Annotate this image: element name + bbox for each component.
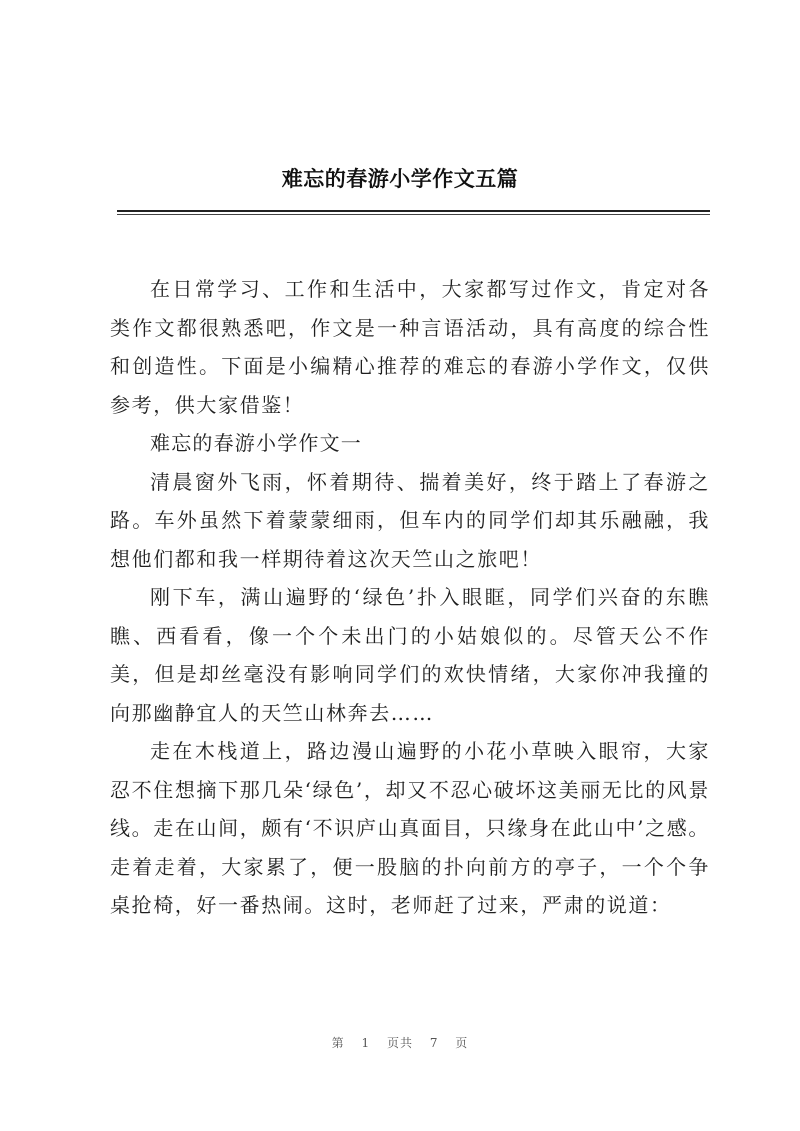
title-divider: [117, 210, 710, 212]
title-divider-thin: [117, 214, 710, 215]
footer-page-number: 1: [361, 1036, 371, 1050]
footer-page-prefix: 第: [331, 1036, 345, 1050]
footer-page-suffix: 页: [455, 1036, 469, 1050]
body-paragraph: 刚下车，满山遍野的‘绿色’扑入眼眶，同学们兴奋的东瞧瞧、西看看，像一个个未出门的小姑娘似的。尽管天公不作美，但是却丝毫没有影响同学们的欢快情绪，大家你冲我撞的向那幽静宜人的天竺山林奔去……: [110, 585, 710, 725]
document-body: [110, 270, 710, 925]
document-title: 难忘的春游小学作文五篇: [281, 166, 519, 191]
footer-page-total: 7: [429, 1036, 439, 1050]
footer-page-middle: 页共: [386, 1036, 413, 1050]
page-footer: [0, 1034, 800, 1051]
body-paragraph: 清晨窗外飞雨，怀着期待、揣着美好，终于踏上了春游之路。车外虽然下着蒙蒙细雨，但车内的同学们却其乐融融，我想他们都和我一样期待着这次天竺山之旅吧！: [110, 469, 710, 571]
body-paragraph: 走在木栈道上，路边漫山遍野的小花小草映入眼帘，大家忍不住想摘下那几朵‘绿色’，却又不忍心破坏这美丽无比的风景线。走在山间，颇有‘不识庐山真面目，只缘身在此山中’之感。走着走着，大家累了，便一股脑的扑向前方的亭子，一个个争桌抢椅，好一番热闹。这时，老师赶了过来，严肃的说道：: [110, 739, 710, 917]
section-heading: 难忘的春游小学作文一: [150, 431, 362, 455]
intro-paragraph: 在日常学习、工作和生活中，大家都写过作文，肯定对各类作文都很熟悉吧，作文是一种言语活动，具有高度的综合性和创造性。下面是小编精心推荐的难忘的春游小学作文，仅供参考，供大家借鉴！: [110, 277, 710, 417]
